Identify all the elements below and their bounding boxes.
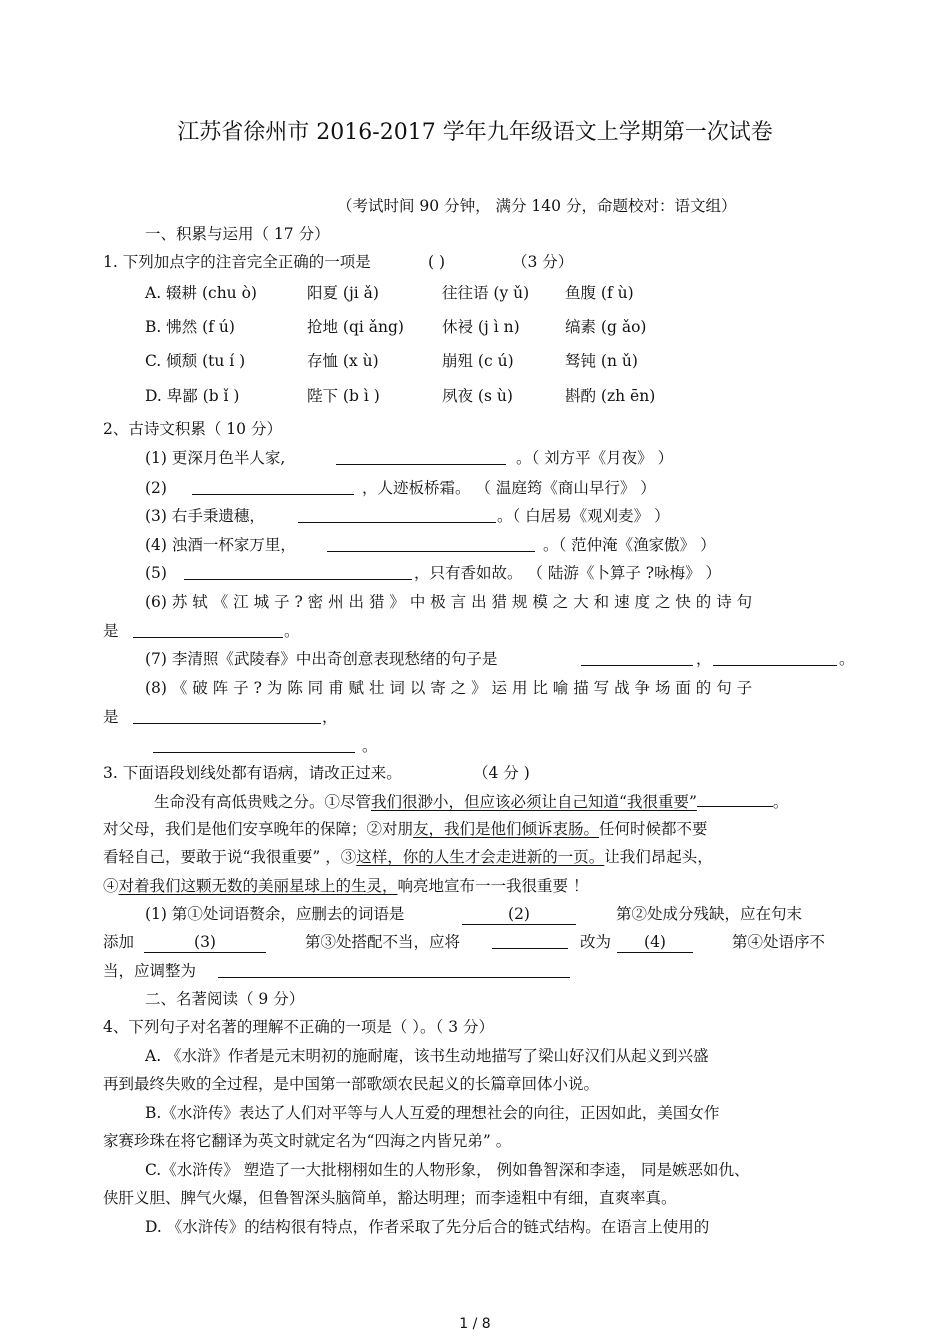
poem-item-2: (2)	[145, 479, 167, 497]
poem-item-1: (1) 更深月色半人家,	[145, 449, 286, 467]
subquestion-3: 第③处搭配不当，应将	[305, 933, 461, 951]
paragraph-line-2: 对父母，我们是他们安享晚年的保障；②对朋友，我们是他们倾诉衷肠。任何时候都不要	[103, 820, 708, 838]
option-b-line-2: 家赛珍珠在将它翻译为英文时就定名为“四海之内皆兄弟” 。	[103, 1132, 512, 1150]
answer-blank[interactable]	[713, 649, 837, 666]
option-d-line-1: D. 《水浒传》的结构很有特点，作者采取了先分后合的链式结构。在语言上使用的	[145, 1218, 710, 1236]
question-4-stem: 4、下列句子对名著的理解不正确的一项是（ ）。（ 3 分）	[103, 1018, 495, 1036]
poem-item-8: (8) 《 破 阵 子 ? 为 陈 同 甫 赋 壮 词 以 寄 之 》 运 用 比 喻 描 写 战 争 场 面 的 句 子	[145, 679, 753, 697]
punctuation: 。	[839, 650, 855, 668]
option-a-4: 鱼腹 (f ù)	[565, 284, 634, 302]
option-a-1: A. 辍耕 (chu ò)	[145, 284, 257, 302]
answer-blank[interactable]	[218, 961, 570, 978]
score-label: （4 分 )	[473, 764, 530, 782]
answer-blank[interactable]	[153, 736, 355, 753]
answer-blank[interactable]	[133, 707, 321, 724]
answer-blank[interactable]	[184, 563, 412, 580]
poem-source-4: 。（ 范仲淹《渔家傲》 ）	[543, 536, 716, 554]
page-number: 1 / 8	[459, 1316, 491, 1332]
question-3-stem: 3. 下面语段划线处都有语病，请改正过来。	[103, 764, 402, 782]
option-a-3: 往往语 (y ǔ)	[442, 284, 530, 302]
punctuation: 。	[284, 622, 300, 640]
poem-source-2: ，人迹板桥霜。 （ 温庭筠《商山早行》 ）	[362, 479, 656, 497]
option-c-3: 崩殂 (c ú)	[442, 352, 514, 370]
option-b-1: B. 怫然 (f ú)	[145, 318, 235, 336]
option-a-line-2: 再到最终失败的全过程，是中国第一部歌颂农民起义的长篇章回体小说。	[103, 1075, 600, 1093]
answer-blank-3[interactable]: (3)	[144, 932, 266, 953]
poem-item-5: (5)	[145, 564, 167, 582]
poem-item-3: (3) 右手秉遗穗，	[145, 507, 265, 525]
answer-blank-4[interactable]: (4)	[617, 932, 693, 953]
option-b-2: 抢地 (qi ǎng)	[307, 318, 404, 336]
punctuation: ，	[696, 650, 712, 668]
subquestion-2: 第②处成分残缺，应在句末	[616, 905, 803, 923]
option-d-1: D. 卑鄙 (b ǐ )	[145, 387, 240, 405]
option-d-3: 夙夜 (s ù)	[442, 387, 513, 405]
punctuation: ，	[322, 708, 338, 726]
option-b-4: 缟素 (g ǎo)	[565, 318, 647, 336]
option-a-2: 阳夏 (ji ǎ)	[307, 284, 379, 302]
answer-blank[interactable]	[327, 535, 535, 552]
option-b-3: 休祲 (j ì n)	[442, 318, 520, 336]
punctuation: 。	[362, 737, 378, 755]
question-2-stem: 2、古诗文积累（ 10 分）	[103, 420, 282, 438]
option-c-1: C. 倾颓 (tu í )	[145, 352, 246, 370]
underlined-sentence-3: 这样，你的人生才会走进新的一页。	[356, 848, 605, 866]
poem-item-6-cont: 是	[103, 622, 119, 640]
answer-blank[interactable]	[336, 448, 506, 465]
answer-blank-2[interactable]: (2)	[462, 904, 576, 925]
exam-info: （考试时间 90 分钟， 满分 140 分，命题校对：语文组）	[337, 197, 737, 215]
underlined-sentence-4: 对着我们这颗无数的美丽星球上的生灵，	[118, 877, 398, 895]
subquestion-4: 第④处语序不	[732, 933, 826, 951]
option-c-4: 驽钝 (n ǔ)	[565, 352, 638, 370]
answer-blank[interactable]	[581, 649, 693, 666]
score-label: （3 分）	[512, 253, 574, 271]
answer-blank[interactable]	[192, 478, 354, 495]
section-heading-1: 一、积累与运用（ 17 分）	[145, 225, 330, 243]
poem-item-6: (6) 苏 轼 《 江 城 子 ? 密 州 出 猎 》 中 极 言 出 猎 规 模 之 大 和 速 度 之 快 的 诗 句	[145, 593, 753, 611]
underlined-sentence-2: 友，我们是他们倾诉衷肠。	[413, 820, 600, 838]
underlined-sentence-1: 我们很渺小，但应该必须让自己知道“我很重要”	[371, 793, 697, 811]
poem-source-5: ，只有香如故。 （ 陆游《卜算子 ?咏梅》 ）	[414, 564, 722, 582]
answer-blank[interactable]	[492, 932, 568, 949]
underline-tail	[697, 790, 773, 807]
poem-item-8-cont: 是	[103, 708, 119, 726]
poem-item-4: (4) 浊酒一杯家万里，	[145, 536, 296, 554]
option-b-line-1: B.《水浒传》表达了人们对平等与人人互爱的理想社会的向往，正因如此，美国女作	[145, 1104, 720, 1122]
option-a-line-1: A. 《水浒》作者是元末明初的施耐庵，该书生动地描写了梁山好汉们从起义到兴盛	[145, 1047, 709, 1065]
subquestion-2-cont: 添加	[103, 933, 135, 951]
question-1-stem: 1. 下列加点字的注音完全正确的一项是	[103, 253, 371, 271]
poem-source-1: 。（ 刘方平《月夜》 ）	[516, 449, 674, 467]
poem-source-3: 。（ 白居易《观刈麦》 ）	[497, 507, 670, 525]
paragraph-line-3: 看轻自己，要敢于说“我很重要” ，③这样，你的人生才会走进新的一页。让我们昂起头，	[103, 848, 713, 866]
subquestion-4-cont: 当，应调整为	[103, 962, 197, 980]
paragraph-line-1: 生命没有高低贵贱之分。①尽管我们很渺小，但应该必须让自己知道“我很重要” 。	[154, 790, 788, 812]
answer-blank[interactable]	[298, 506, 496, 523]
answer-paren: ( )	[428, 253, 446, 271]
poem-item-7: (7) 李清照《武陵春》中出奇创意表现愁绪的句子是	[145, 650, 498, 668]
section-heading-2: 二、名著阅读（ 9 分）	[145, 990, 305, 1008]
option-d-2: 陛下 (b ì )	[307, 387, 380, 405]
paragraph-line-4: ④对着我们这颗无数的美丽星球上的生灵，响亮地宣布一一我很重要 ！	[103, 877, 589, 895]
option-d-4: 斟酌 (zh ēn)	[565, 387, 656, 405]
subquestion-1: (1) 第①处词语赘余，应删去的词语是	[145, 905, 405, 923]
page-title: 江苏省徐州市 2016-2017 学年九年级语文上学期第一次试卷	[177, 120, 773, 145]
option-c-2: 存恤 (x ù)	[307, 352, 379, 370]
option-c-line-2: 侠肝义胆、脾气火爆，但鲁智深头脑简单，豁达明理；而李逵粗中有细，直爽率真。	[103, 1189, 677, 1207]
option-c-line-1: C.《水浒传》 塑造了一大批栩栩如生的人物形象， 例如鲁智深和李逵， 同是嫉恶如仇、	[145, 1161, 750, 1179]
change-to-label: 改为	[580, 933, 612, 951]
answer-blank[interactable]	[133, 621, 283, 638]
